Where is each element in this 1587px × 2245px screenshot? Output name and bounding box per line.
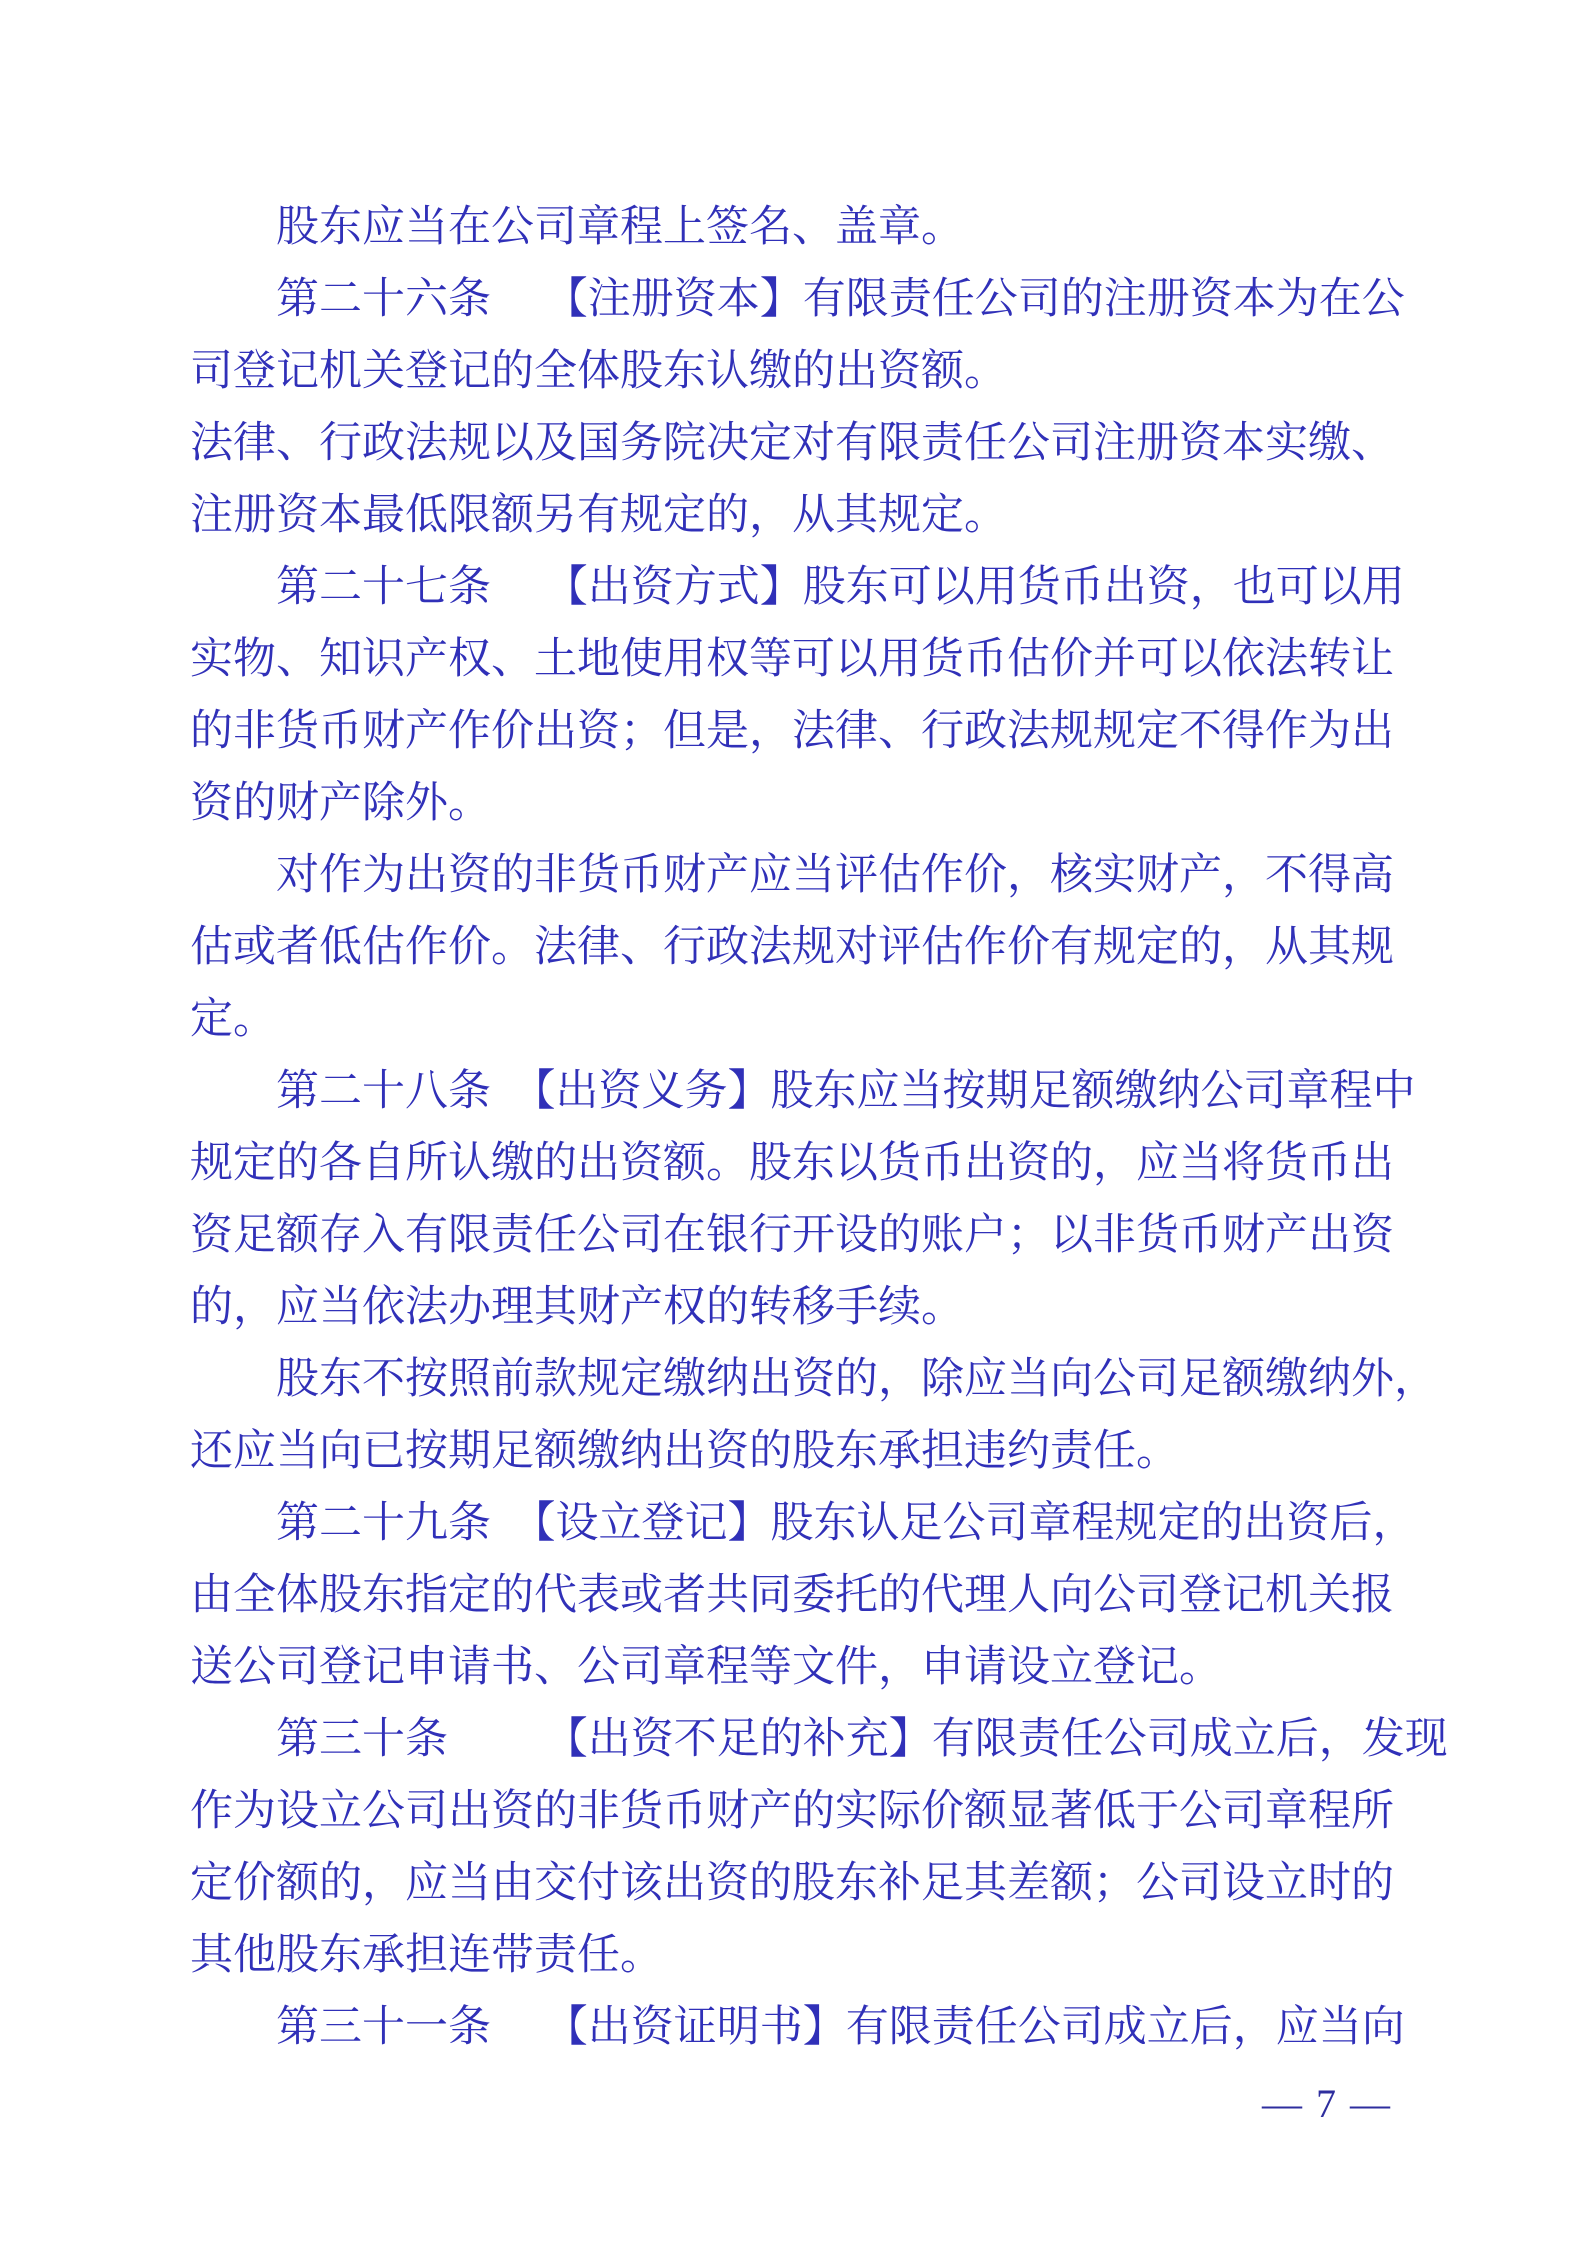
text-line: 法律、行政法规以及国务院决定对有限责任公司注册资本实缴、 <box>190 420 1394 467</box>
text-line: 的非货币财产作价出资；但是，法律、行政法规规定不得作为出 <box>190 708 1394 755</box>
text-line: 股东不按照前款规定缴纳出资的，除应当向公司足额缴纳外， <box>276 1356 1437 1403</box>
text-line: 规定的各自所认缴的出资额。股东以货币出资的，应当将货币出 <box>190 1140 1394 1187</box>
text-line: 司登记机关登记的全体股东认缴的出资额。 <box>190 348 1007 395</box>
document-body <box>190 192 1460 2064</box>
text-line: 作为设立公司出资的非货币财产的实际价额显著低于公司章程所 <box>190 1788 1394 1835</box>
text-line: 定。 <box>190 996 276 1043</box>
text-line: 第二十八条 【出资义务】股东应当按期足额缴纳公司章程中 <box>276 1068 1416 1115</box>
text-line: 还应当向已按期足额缴纳出资的股东承担违约责任。 <box>190 1428 1179 1475</box>
text-line: 第二十九条 【设立登记】股东认足公司章程规定的出资后， <box>276 1500 1416 1547</box>
text-line: 送公司登记申请书、公司章程等文件，申请设立登记。 <box>190 1644 1222 1691</box>
text-line: 实物、知识产权、土地使用权等可以用货币估价并可以依法转让 <box>190 636 1394 683</box>
text-line: 的，应当依法办理其财产权的转移手续。 <box>190 1284 964 1331</box>
text-line: 第三十一条 【出资证明书】有限责任公司成立后，应当向 <box>276 2004 1405 2051</box>
text-line: 股东应当在公司章程上签名、盖章。 <box>276 204 964 251</box>
text-line: 资足额存入有限责任公司在银行开设的账户；以非货币财产出资 <box>190 1212 1394 1259</box>
text-line: 对作为出资的非货币财产应当评估作价，核实财产，不得高 <box>276 852 1394 899</box>
text-line: 第二十七条 【出资方式】股东可以用货币出资，也可以用 <box>276 564 1405 611</box>
text-line: 第二十六条 【注册资本】有限责任公司的注册资本为在公 <box>276 276 1405 323</box>
text-line: 其他股东承担连带责任。 <box>190 1932 663 1979</box>
page-number: — 7 — <box>1262 2081 1392 2126</box>
text-line: 定价额的，应当由交付该出资的股东补足其差额；公司设立时的 <box>190 1860 1394 1907</box>
text-line: 注册资本最低限额另有规定的，从其规定。 <box>190 492 1007 539</box>
text-line: 估或者低估作价。法律、行政法规对评估作价有规定的，从其规 <box>190 924 1394 971</box>
text-line: 第三十条 【出资不足的补充】有限责任公司成立后，发现 <box>276 1716 1448 1763</box>
text-line: 由全体股东指定的代表或者共同委托的代理人向公司登记机关报 <box>190 1572 1394 1619</box>
text-line: 资的财产除外。 <box>190 780 491 827</box>
